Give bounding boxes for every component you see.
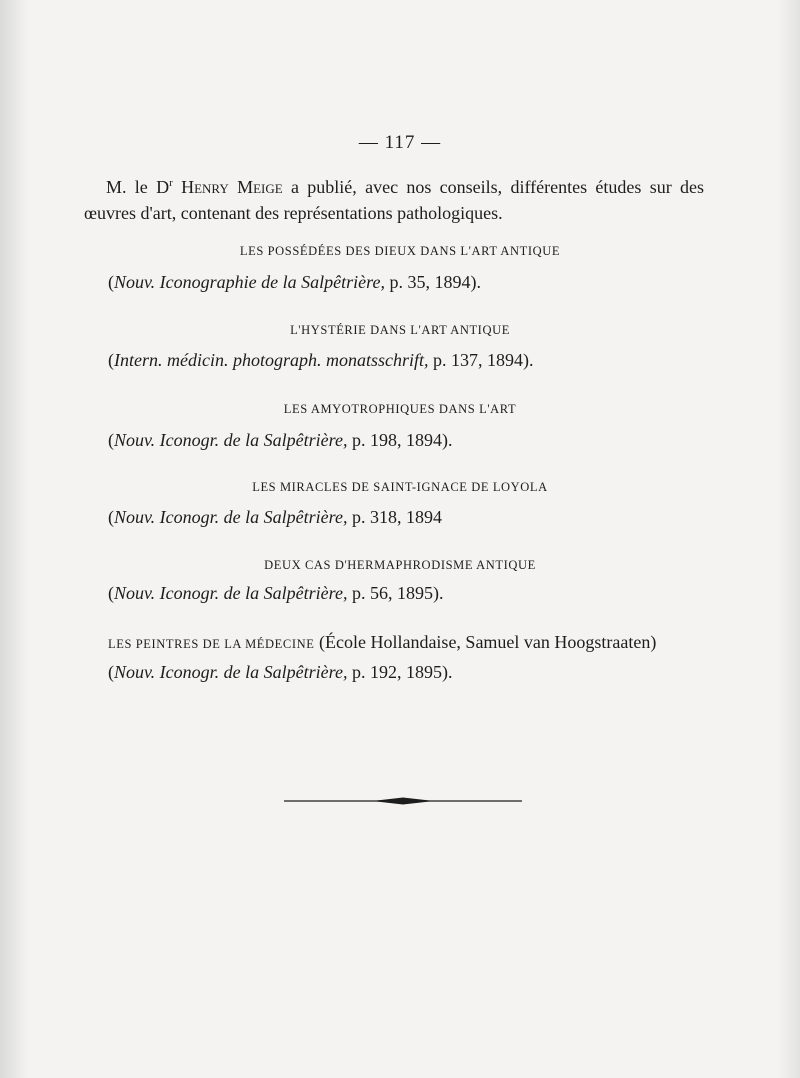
reference-page-year: p. 198, 1894). xyxy=(347,430,453,450)
entry-reference: (Nouv. Iconogr. de la Salpêtrière, p. 192, 1895). xyxy=(108,662,453,682)
reference-page-year: p. 35, 1894). xyxy=(384,272,481,292)
reference-page-year: p. 192, 1895). xyxy=(347,662,453,682)
entry-reference: (Nouv. Iconogr. de la Salpêtrière, p. 56, 1895). xyxy=(108,583,444,603)
entry-heading-caps: LES PEINTRES DE LA MÉDECINE xyxy=(108,637,315,651)
reference-page-year: p. 56, 1895). xyxy=(347,583,444,603)
entry-heading-detail: (École Hollandaise, Samuel van Hoogstraaten) xyxy=(314,632,657,652)
entry-heading-mixed xyxy=(108,632,708,653)
entry-heading: LES MIRACLES DE SAINT-IGNACE DE LOYOLA xyxy=(252,480,548,494)
page-edge-shadow-left xyxy=(0,0,28,1078)
entry-heading: DEUX CAS D'HERMAPHRODISME ANTIQUE xyxy=(264,558,536,572)
entry-reference: (Nouv. Iconogr. de la Salpêtrière, p. 198, 1894). xyxy=(108,430,453,450)
reference-journal: Intern. médicin. photograph. monatsschrift, xyxy=(114,350,429,370)
intro-text xyxy=(84,170,704,226)
entry-heading: LES AMYOTROPHIQUES DANS L'ART xyxy=(283,402,517,416)
author-name: Henry Meige xyxy=(181,177,283,197)
intro-prefix: M. le D xyxy=(106,177,170,197)
reference-journal: Nouv. Iconogr. de la Salpêtrière, xyxy=(114,430,348,450)
doctor-abbrev-sup: r xyxy=(169,177,173,189)
entry-heading: L'HYSTÉRIE DANS L'ART ANTIQUE xyxy=(290,323,510,337)
entry-reference: (Nouv. Iconographie de la Salpêtrière, p. 35, 1894). xyxy=(108,272,481,292)
entry-heading: LES POSSÉDÉES DES DIEUX DANS L'ART ANTIQUE xyxy=(239,244,561,258)
reference-page-year: p. 137, 1894). xyxy=(428,350,534,370)
ornamental-divider xyxy=(284,796,522,806)
entry-reference: (Intern. médicin. photograph. monatsschrift, p. 137, 1894). xyxy=(108,350,534,370)
intro-paragraph xyxy=(84,170,704,226)
reference-page-year: p. 318, 1894 xyxy=(347,507,442,527)
entry-reference: (Nouv. Iconogr. de la Salpêtrière, p. 318, 1894 xyxy=(108,507,442,527)
reference-journal: Nouv. Iconogr. de la Salpêtrière, xyxy=(114,507,348,527)
page-number: — 117 — xyxy=(358,132,442,153)
intro-body: a publié, avec nos conseils, différentes études sur des œuvres d'art, contenant des représentations pathologiques. xyxy=(84,177,704,223)
reference-journal: Nouv. Iconogr. de la Salpêtrière, xyxy=(114,583,348,603)
page-edge-shadow-right xyxy=(778,0,800,1078)
reference-journal: Nouv. Iconographie de la Salpêtrière, xyxy=(114,272,385,292)
reference-journal: Nouv. Iconogr. de la Salpêtrière, xyxy=(114,662,348,682)
